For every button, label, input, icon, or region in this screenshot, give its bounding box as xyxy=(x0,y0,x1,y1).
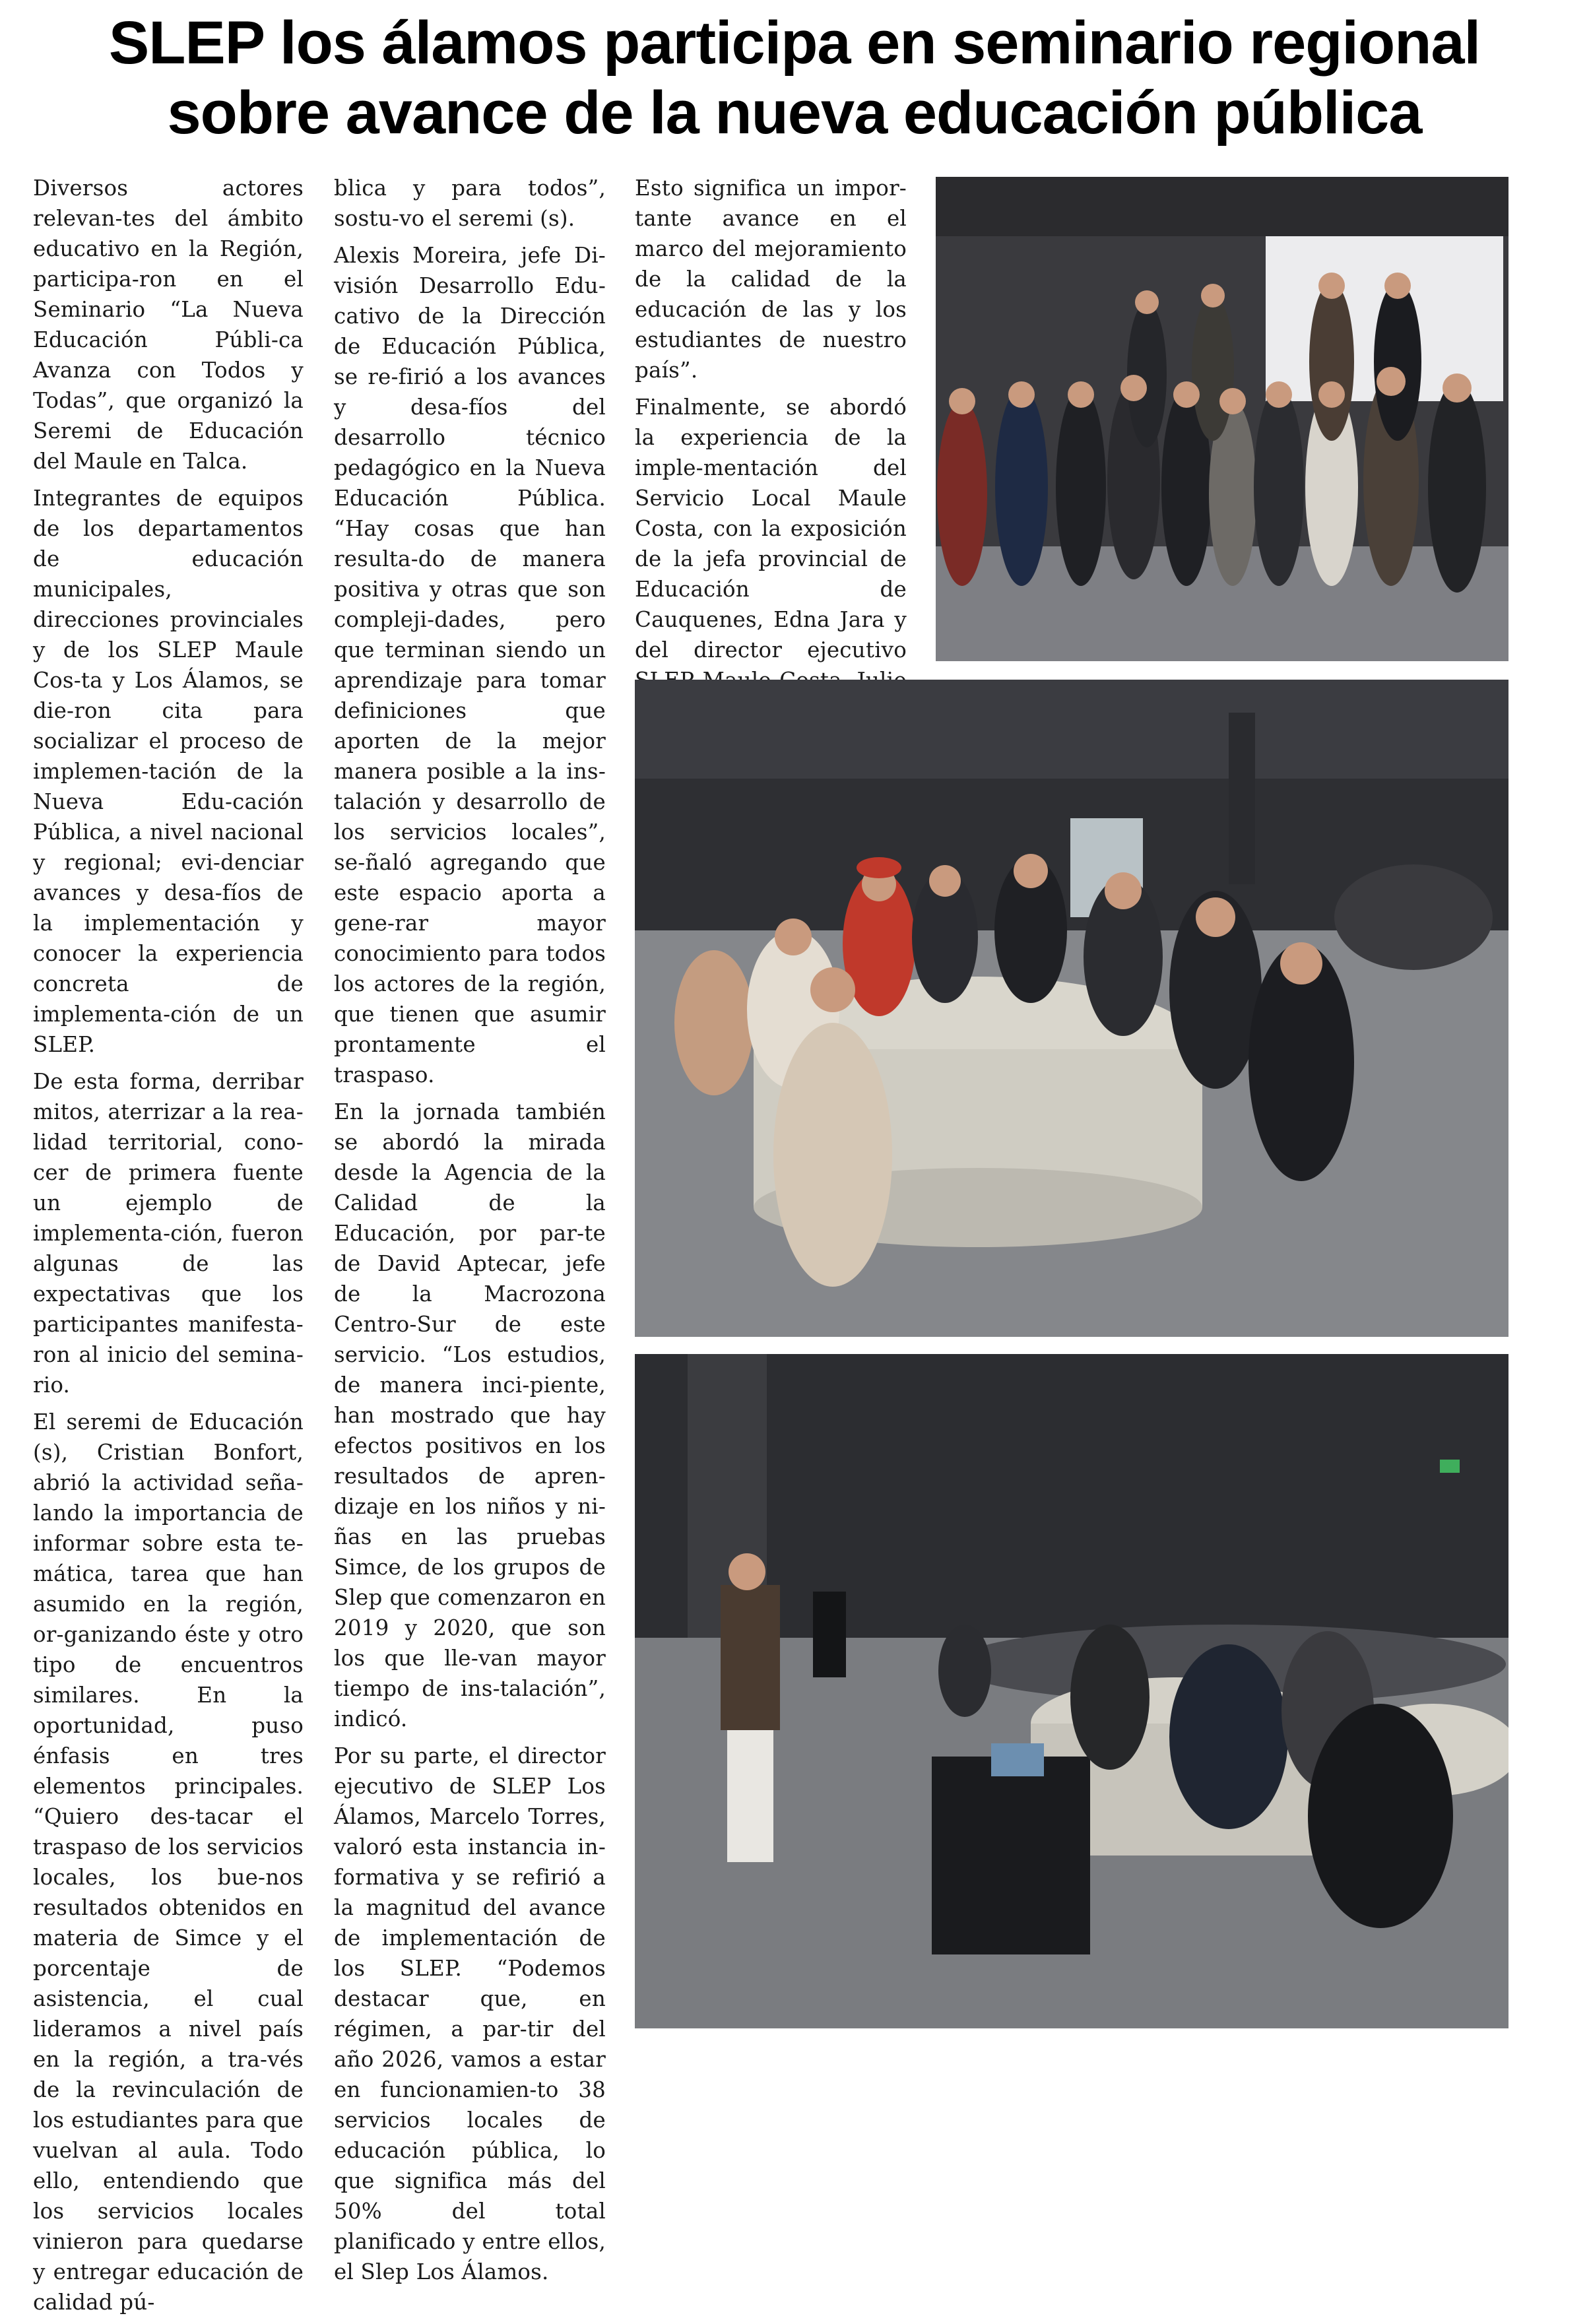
paragraph: En la jornada también se abordó la mirada desde la Agencia de la Calidad de la Educación, por par-te de David Aptecar, jefe de la Macrozona Centro-Sur de este servicio. “Los estudios, de manera inci-piente, han mostrado que hay efectos positivos en los resultados de apren-dizaje en los niños y ni-ñas en las pruebas Simce, de los grupos de Slep que comenzaron en 2019 y 2020, que son los que lle-van mayor tiempo de ins-talación”, indicó. xyxy=(334,1099,606,1731)
text-column-3 xyxy=(635,173,907,732)
text-column-1 xyxy=(33,173,304,2324)
paragraph: blica y para todos”, sostu-vo el seremi (s). xyxy=(334,176,606,231)
paragraph: Integrantes de equipos de los departamentos de educación municipales, direcciones provinciales y de los SLEP Maule Cos-ta y Los Álamos, se die-ron cita para socializar el proceso de implemen-tación de la Nueva Edu-cación Pública, a nivel nacional y regional; evi-denciar avances y desa-fíos de la implementación y conocer la experiencia concreta de implementa-ción de un SLEP. xyxy=(33,486,304,1057)
roundtable-photo xyxy=(635,680,1508,1337)
presenter-photo xyxy=(635,1354,1508,2028)
paragraph: Por su parte, el director ejecutivo de SLEP Los Álamos, Marcelo Torres, valoró esta instancia in-formativa y se refirió a la magnitud del avance de implementación de los SLEP. “Podemos destacar que, en régimen, a par-tir del año 2026, vamos a estar en funcionamien-to 38 servicios locales de educación pública, lo que significa más del 50% del total planificado y entre ellos, el Slep Los Álamos. xyxy=(334,1743,606,2284)
headline-line-1: SLEP los álamos participa en seminario regional xyxy=(108,9,1481,77)
paragraph: El seremi de Educación (s), Cristian Bonfort, abrió la actividad seña-lando la importancia de informar sobre esta te-mática, tarea que han asumido en la región, or-ganizando éste y otro tipo de encuentros similares. En la oportunidad, puso énfasis en tres elementos principales. “Quiero des-tacar el traspaso de los servicios locales, los bue-nos resultados obtenidos en materia de Simce y el porcentaje de asistencia, el cual lideramos a nivel país en la región, a tra-vés de la revinculación de los estudiantes para que vuelvan al aula. Todo ello, entendiendo que los servicios locales vinieron para quedarse y entregar educación de calidad pú- xyxy=(33,1409,304,2315)
paragraph: Alexis Moreira, jefe Di-visión Desarrollo Edu-cativo de la Dirección de Educación Pública, se re-firió a los avances y desa-fíos del desarrollo técnico pedagógico en la Nueva Educación Pública. “Hay cosas que han resulta-do de manera positiva y otras que son compleji-dades, pero que terminan siendo un aprendizaje para tomar definiciones que aporten de la mejor manera posible a la ins-talación y desarrollo de los servicios locales”, se-ñaló agregando que este espacio aporta a gene-rar mayor conocimiento para todos los actores de la región, que tienen que asumir prontamente el traspaso. xyxy=(334,243,606,1087)
headline-line-2: sobre avance de la nueva educación pública xyxy=(167,79,1422,146)
group-photo xyxy=(936,177,1508,661)
paragraph: Diversos actores relevan-tes del ámbito educativo en la Región, participa-ron en el Seminario “La Nueva Educación Públi-ca Avanza con Todos y Todas”, que organizó la Seremi de Educación del Maule en Talca. xyxy=(33,176,304,474)
paragraph: Finalmente, se abordó la experiencia de la imple-mentación del Servicio Local Maule Costa, con la exposición de la jefa provincial de Educación de Cauquenes, Edna Jara y del director ejecutivo xyxy=(635,395,907,662)
paragraph: De esta forma, derribar mitos, aterrizar a la rea-lidad territorial, cono-cer de primera fuente un ejemplo de implementa-ción, fueron algunas de las expectativas que los participantes manifesta-ron al inicio del semina-rio. xyxy=(33,1069,304,1398)
text-column-2 xyxy=(334,173,606,2294)
paragraph: Esto significa un impor-tante avance en el marco del mejoramiento de la calidad de la educación de las y los estudiantes de nuestro país”. xyxy=(635,176,907,383)
article-headline xyxy=(40,8,1549,148)
